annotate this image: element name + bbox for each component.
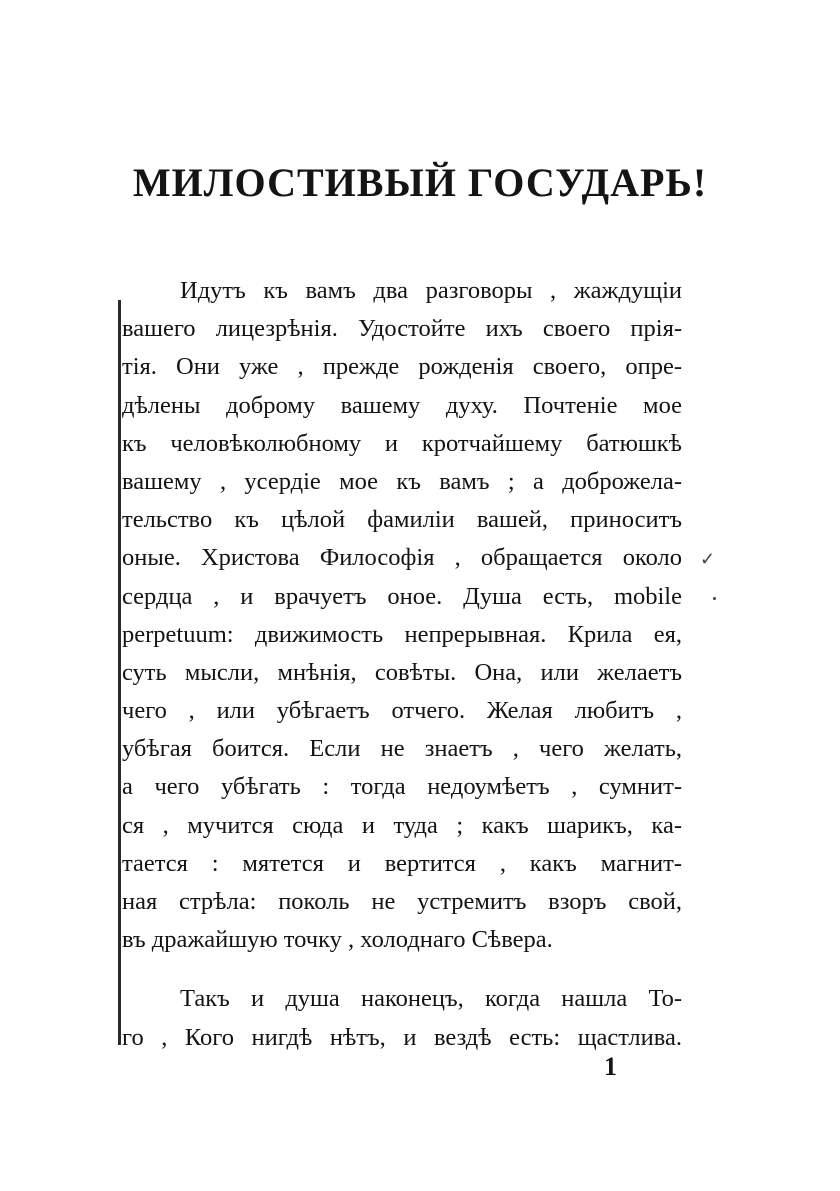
text-line: ная стрѣла: поколь не устремитъ взоръ свой, (122, 888, 682, 915)
text-line: тается : мятется и вертится , какъ магнит- (122, 849, 682, 877)
text-line: Идутъ къ вамъ два разговоры , жаждущіи (180, 277, 682, 304)
text-line: оные. Христова Философія , обращается около (122, 544, 682, 572)
text-line: Такъ и душа наконецъ, когда нашла То- (180, 985, 682, 1013)
text-line: вашему , усердіе мое къ вамъ ; а доброжела- (122, 467, 682, 495)
margin-dot (713, 597, 716, 600)
text-line: perpetuum: движимость непрерывная. Крила ея, (122, 620, 682, 648)
text-line: въ дражайшую точку , холоднаго Сѣвера. (122, 926, 553, 954)
text-line: убѣгая боится. Если не знаетъ , чего желать, (122, 735, 682, 763)
margin-check-mark: ✓ (700, 549, 716, 570)
text-line: а чего убѣгать : тогда недоумѣетъ , сумнит- (122, 773, 682, 801)
text-line: чего , или убѣгаетъ отчего. Желая любитъ , (122, 697, 682, 725)
text-line: вашего лицезрѣнія. Удостойте ихъ своего прія- (122, 315, 682, 343)
text-line: го , Кого нигдѣ нѣтъ, и вездѣ есть: щастлива. (122, 1023, 682, 1051)
text-line: суть мысли, мнѣнія, совѣты. Она, или желаетъ (122, 658, 682, 686)
text-line: къ человѣколюбному и кротчайшему батюшкѣ (122, 429, 682, 457)
page-number: 1 (604, 1052, 617, 1081)
text-line: тія. Они уже , прежде рожденія своего, опре- (122, 353, 682, 381)
paragraph-1 (122, 272, 682, 959)
paragraph-gap (122, 959, 682, 980)
binding-margin-rule (118, 300, 121, 1045)
text-line: дѣлены доброму вашему духу. Почтеніе мое (122, 391, 682, 419)
text-line: сердца , и врачуетъ оное. Душа есть, mobile (122, 582, 682, 610)
text-line: ся , мучится сюда и туда ; какъ шарикъ, ка- (122, 811, 682, 839)
paragraph-2 (122, 980, 682, 1056)
page-title: МИЛОСТИВЫЙ ГОСУДАРЬ! (132, 160, 708, 205)
letter-body (122, 272, 682, 1057)
text-line: тельство къ цѣлой фамиліи вашей, приноситъ (122, 506, 682, 534)
